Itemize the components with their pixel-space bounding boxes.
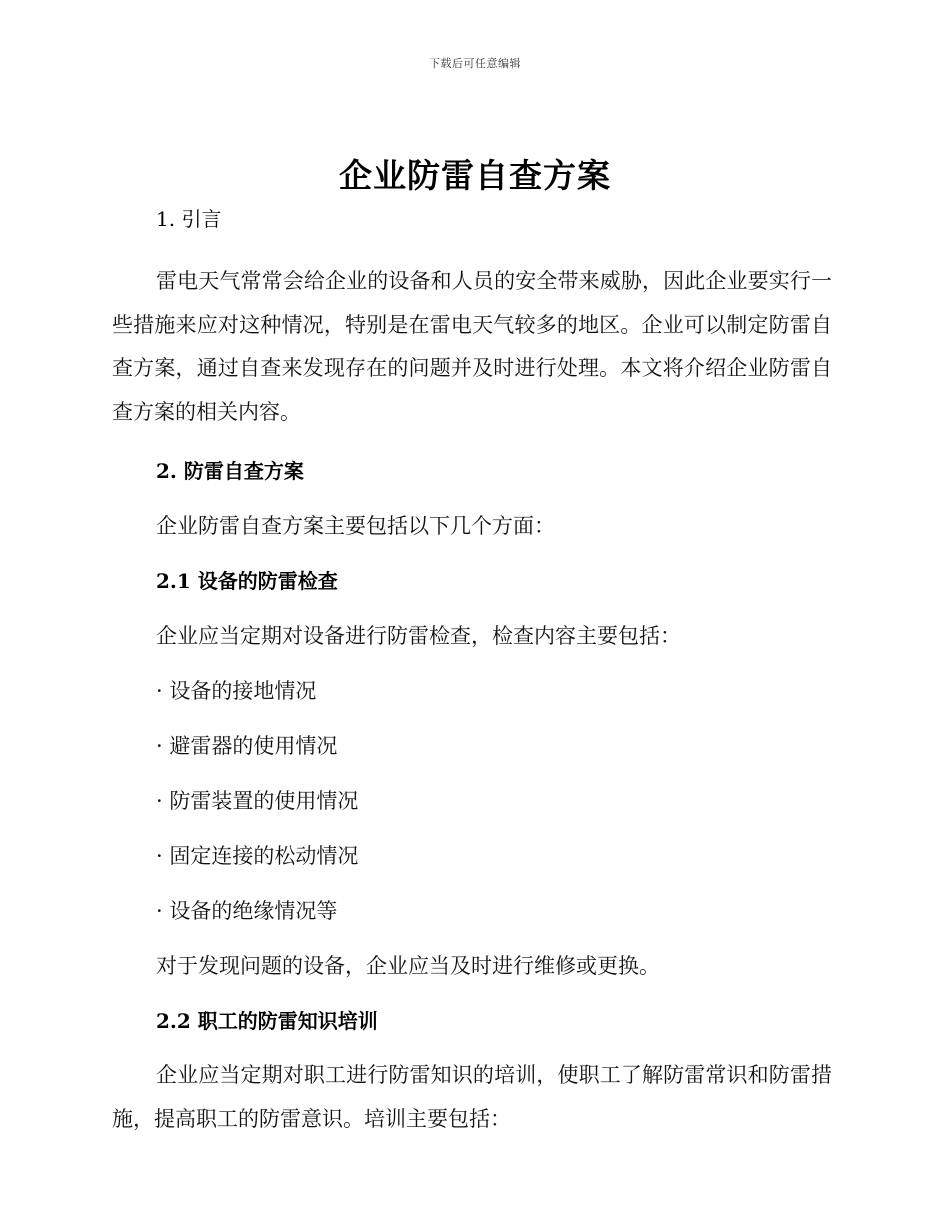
- list-item: · 设备的接地情况: [156, 679, 317, 703]
- section-2-2-heading: 2.2 职工的防雷知识培训: [156, 1009, 378, 1033]
- document-title: 企业防雷自查方案: [339, 156, 611, 195]
- check-items-list: [112, 676, 832, 926]
- section-2-1-intro: 企业应当定期对设备进行防雷检查，检查内容主要包括：: [156, 624, 681, 648]
- list-item: · 固定连接的松动情况: [156, 844, 359, 868]
- list-item: · 设备的绝缘情况等: [156, 899, 338, 923]
- list-item: · 防雷装置的使用情况: [156, 789, 359, 813]
- section-2-intro: 企业防雷自查方案主要包括以下几个方面：: [156, 514, 555, 538]
- section-2-1-conclusion: 对于发现问题的设备，企业应当及时进行维修或更换。: [156, 954, 660, 978]
- list-item: · 避雷器的使用情况: [156, 734, 338, 758]
- document-body: [112, 200, 832, 1141]
- section-2-heading: 2. 防雷自查方案: [156, 459, 304, 483]
- section-2-2-paragraph: 企业应当定期对职工进行防雷知识的培训，使职工了解防雷常识和防雷措施，提高职工的防雷意识。培训主要包括：: [112, 1063, 832, 1131]
- section-1-heading: 1. 引言: [156, 207, 222, 231]
- header-note: 下载后可任意编辑: [429, 57, 521, 70]
- section-1-paragraph: 雷电天气常常会给企业的设备和人员的安全带来威胁，因此企业要实行一些措施来应对这种情况，特别是在雷电天气较多的地区。企业可以制定防雷自查方案，通过自查来发现存在的问题并及时进行处理。本文将介绍企业防雷自查方案的相关内容。: [112, 269, 832, 424]
- section-2-1-heading: 2.1 设备的防雷检查: [156, 569, 338, 593]
